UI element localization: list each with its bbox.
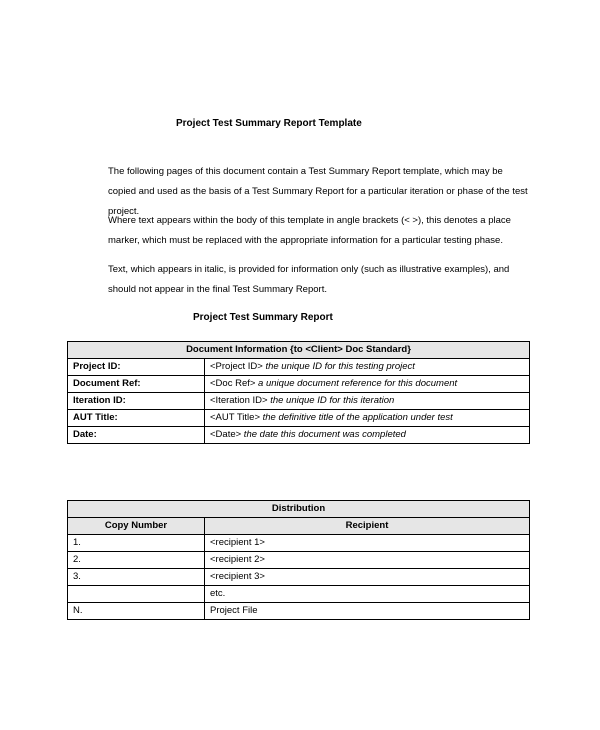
row-hint: the unique ID for this iteration <box>267 395 395 406</box>
table-row <box>68 603 530 620</box>
copy-number-cell: 2. <box>68 552 205 569</box>
table-row <box>68 569 530 586</box>
row-hint: the date this document was completed <box>241 429 406 440</box>
row-placeholder: <AUT Title> <box>210 412 260 423</box>
table-row <box>68 393 530 410</box>
column-header-recipient: Recipient <box>205 518 530 535</box>
report-title: Project Test Summary Report <box>193 312 333 323</box>
row-placeholder: <Project ID> <box>210 361 263 372</box>
recipient-cell: Project File <box>205 603 530 620</box>
row-label: Iteration ID: <box>68 393 205 410</box>
table-row <box>68 535 530 552</box>
copy-number-cell: 1. <box>68 535 205 552</box>
intro-paragraph-3: Text, which appears in italic, is provided for information only (such as illustrative examples), and should not appear in the final Test Summary Report. <box>108 264 510 295</box>
row-value <box>205 359 530 376</box>
document-information-table <box>67 341 530 444</box>
recipient-cell: <recipient 3> <box>205 569 530 586</box>
table-row <box>68 410 530 427</box>
table-row <box>68 427 530 444</box>
row-label: Document Ref: <box>68 376 205 393</box>
page-title: Project Test Summary Report Template <box>176 118 362 129</box>
table-row <box>68 376 530 393</box>
row-value <box>205 410 530 427</box>
intro-paragraph-2: Where text appears within the body of this template in angle brackets (< >), this denotes a place marker, which must be replaced with the appropriate information for a particular testing phase. <box>108 215 511 246</box>
row-hint: the unique ID for this testing project <box>262 361 415 372</box>
intro-paragraph-1: The following pages of this document contain a Test Summary Report template, which may be copied and used as the basis of a Test Summary Report for a particular iteration or phase of the test project. <box>108 166 528 217</box>
copy-number-cell: 3. <box>68 569 205 586</box>
distribution-header: Distribution <box>68 501 530 518</box>
row-hint: a unique document reference for this document <box>255 378 458 389</box>
row-placeholder: <Iteration ID> <box>210 395 268 406</box>
table-row <box>68 359 530 376</box>
recipient-cell: <recipient 1> <box>205 535 530 552</box>
row-value <box>205 427 530 444</box>
copy-number-cell: N. <box>68 603 205 620</box>
distribution-table <box>67 500 530 620</box>
recipient-cell: etc. <box>205 586 530 603</box>
column-header-copy-number: Copy Number <box>68 518 205 535</box>
recipient-cell: <recipient 2> <box>205 552 530 569</box>
row-label: Date: <box>68 427 205 444</box>
row-label: AUT Title: <box>68 410 205 427</box>
row-value <box>205 376 530 393</box>
table-row <box>68 552 530 569</box>
row-label: Project ID: <box>68 359 205 376</box>
table-row <box>68 586 530 603</box>
copy-number-cell <box>68 586 205 603</box>
row-hint: the definitive title of the application under test <box>260 412 453 423</box>
row-placeholder: <Date> <box>210 429 242 440</box>
row-value <box>205 393 530 410</box>
row-placeholder: <Doc Ref> <box>210 378 256 389</box>
doc-info-header: Document Information {to <Client> Doc Standard} <box>68 342 530 359</box>
